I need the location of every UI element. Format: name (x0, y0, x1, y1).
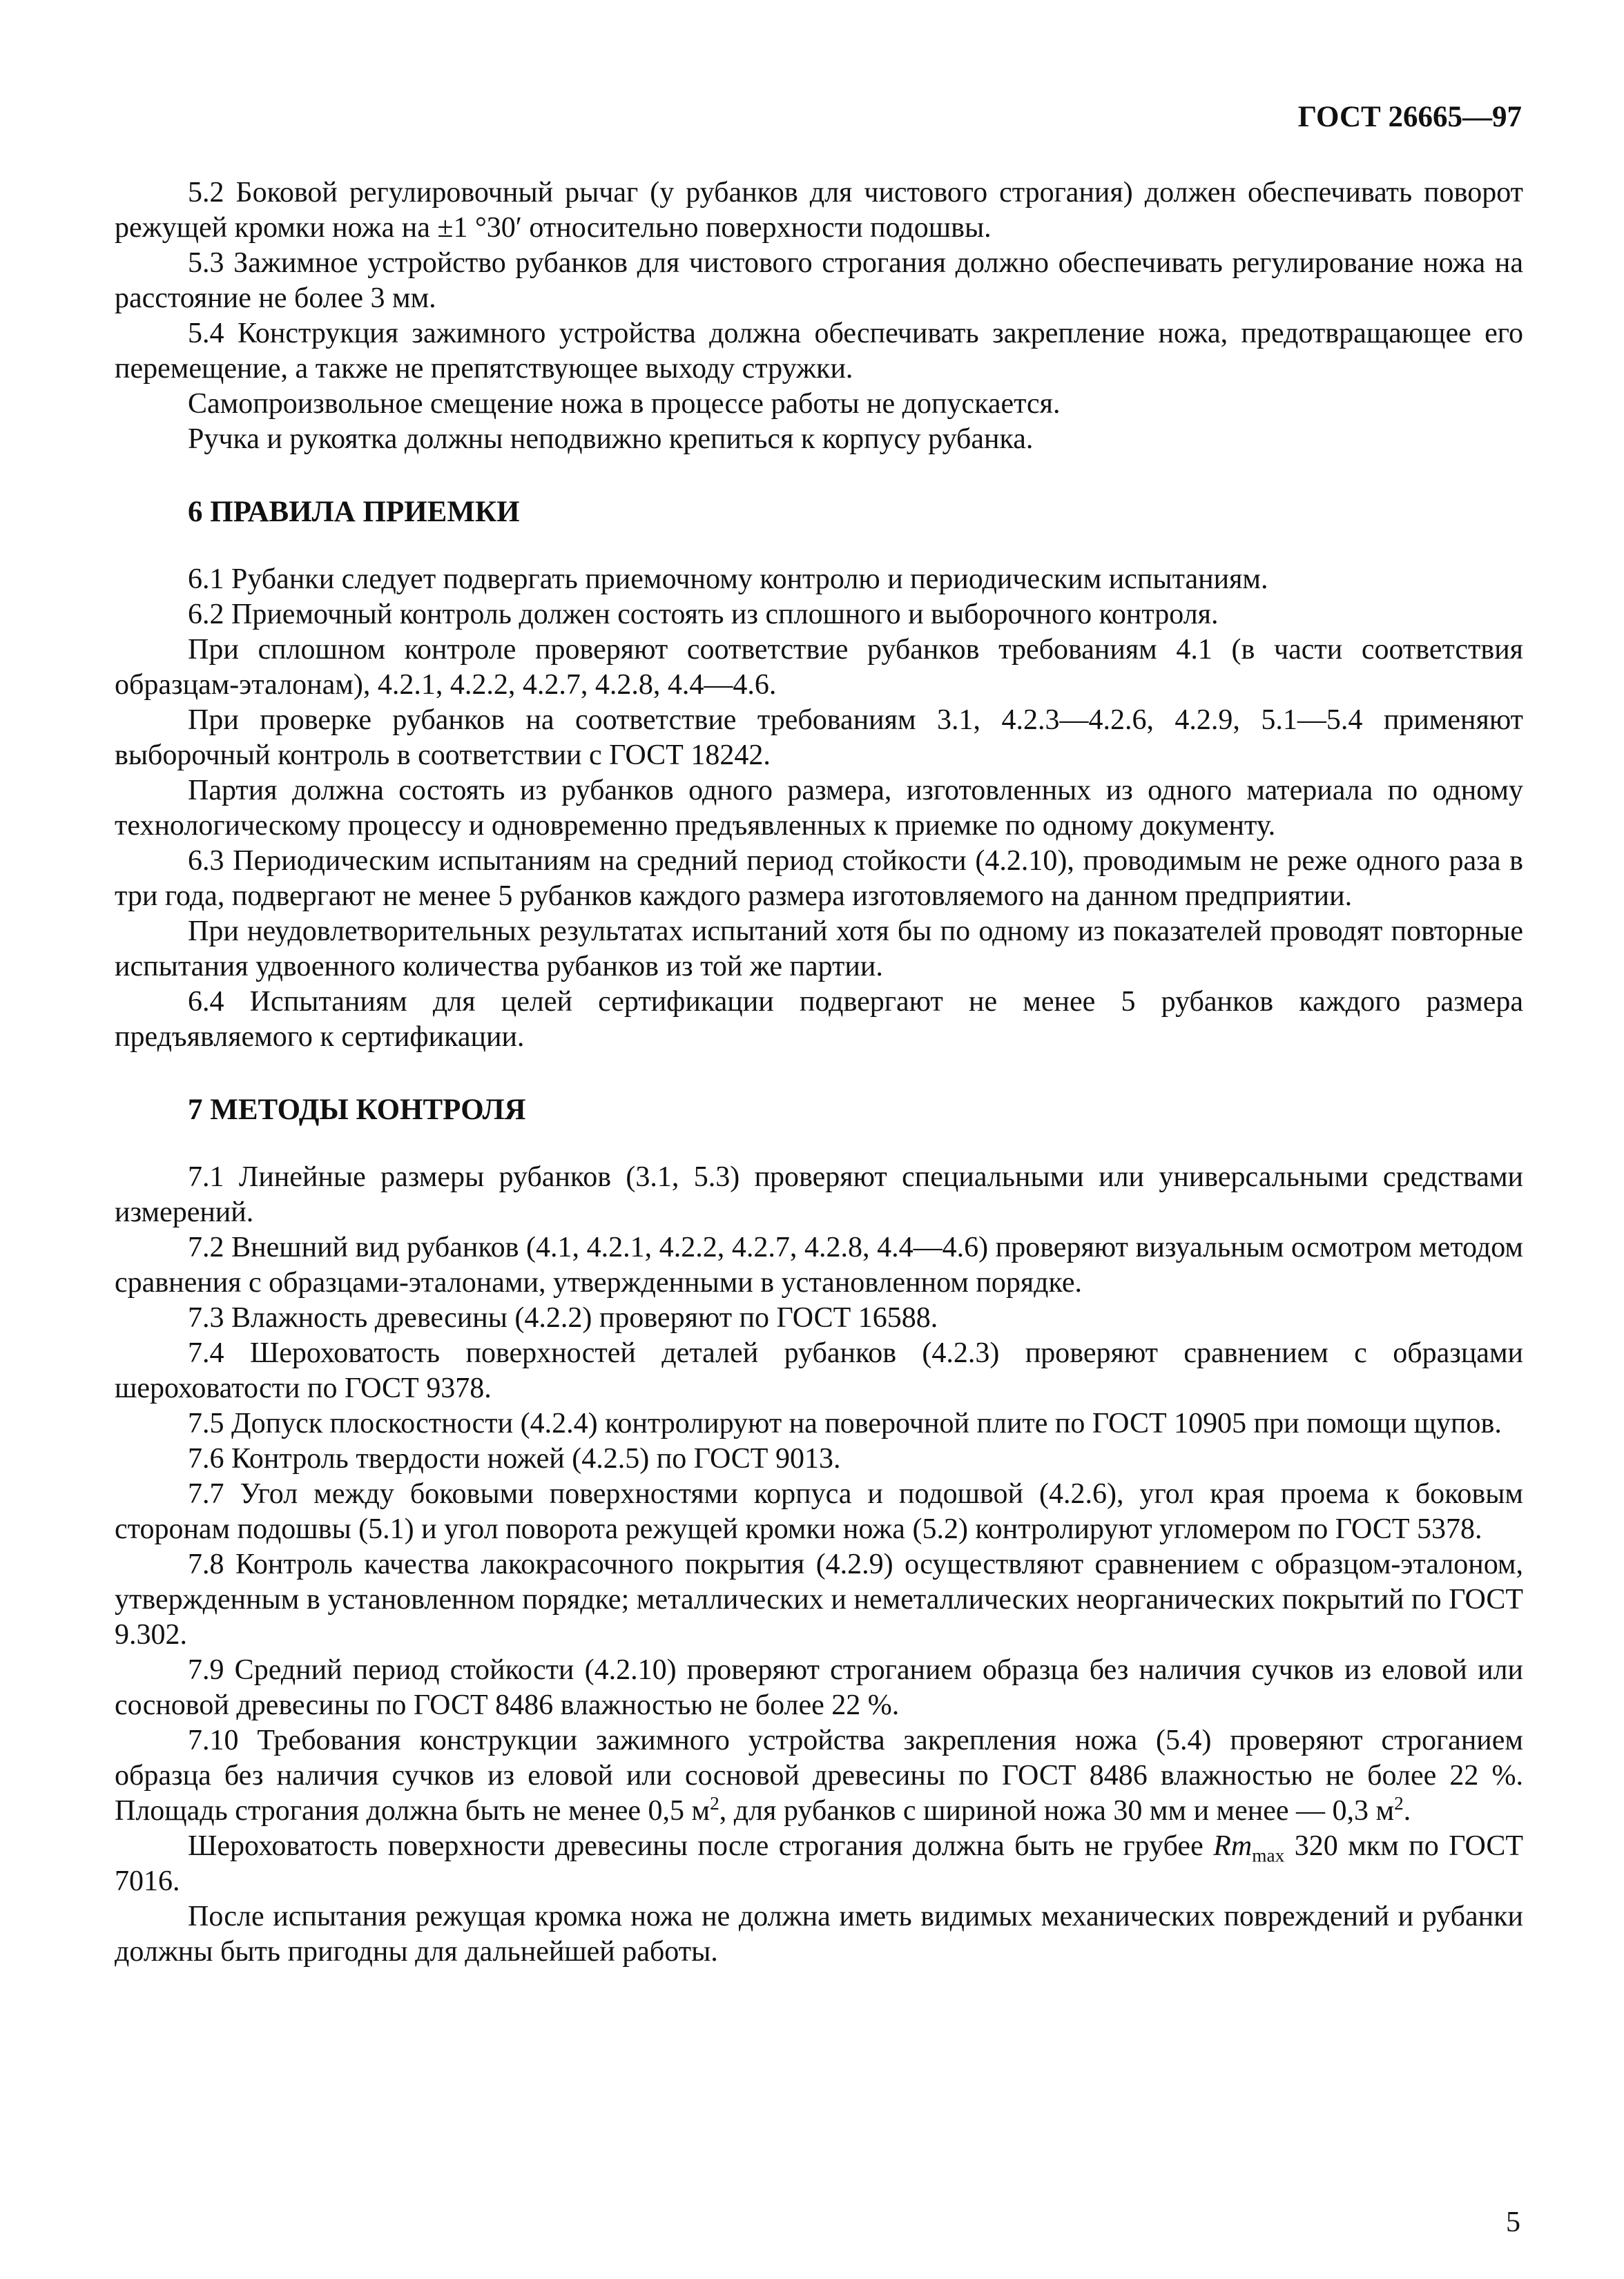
paragraph-6-2-batch: Партия должна состоять из рубанков одного размера, изготовленных из одного материала по одному технологическому процессу и одновременно предъявленных к приемке по одному документу. (115, 775, 1523, 842)
section-heading-6: 6 ПРАВИЛА ПРИЕМКИ (188, 496, 520, 528)
paragraph-7-10-part-b: , для рубанков с шириной ножа 30 мм и менее — 0,3 м (719, 1795, 1395, 1827)
paragraph-7-10-roughness (115, 1829, 1523, 1899)
roughness-text-b: 320 мкм по ГОСТ 7016. (115, 1830, 1523, 1897)
superscript-2: 2 (710, 1793, 719, 1814)
paragraph-7-3: 7.3 Влажность древесины (4.2.2) проверяют по ГОСТ 16588. (188, 1302, 938, 1334)
section-heading-7: 7 МЕТОДЫ КОНТРОЛЯ (188, 1094, 526, 1126)
paragraph-7-6: 7.6 Контроль твердости ножей (4.2.5) по ГОСТ 9013. (188, 1443, 841, 1475)
paragraph-6-3: 6.3 Периодическим испытаниям на средний период стойкости (4.2.10), проводимым не реже одного раза в три года, подвергают не менее 5 рубанков каждого размера изготовляемого на данном предприятии. (115, 845, 1523, 912)
max-subscript: max (1252, 1845, 1285, 1866)
paragraph-7-5: 7.5 Допуск плоскостности (4.2.4) контролируют на поверочной плите по ГОСТ 10905 при помощи щупов. (188, 1408, 1502, 1439)
standard-number: ГОСТ 26665—97 (1297, 101, 1522, 133)
paragraph-7-2: 7.2 Внешний вид рубанков (4.1, 4.2.1, 4.2.2, 4.2.7, 4.2.8, 4.4—4.6) проверяют визуальным осмотром методом сравнения с образцами-эталонами, утвержденными в установленном порядке. (115, 1232, 1523, 1299)
superscript-2: 2 (1394, 1793, 1404, 1814)
paragraph-5-4-handle: Ручка и рукоятка должны неподвижно крепиться к корпусу рубанка. (188, 423, 1034, 455)
paragraph-7-7: 7.7 Угол между боковыми поверхностями корпуса и подошвой (4.2.6), угол края проема к боковым сторонам подошвы (5.1) и угол поворота режущей кромки ножа (5.2) контролируют угломером по ГОСТ 5378. (115, 1478, 1523, 1545)
document-header (1105, 97, 1522, 138)
roughness-text-a: Шероховатость поверхности древесины после строгания должна быть не грубее (188, 1830, 1214, 1862)
paragraph-7-10 (115, 1723, 1523, 1829)
paragraph-6-4: 6.4 Испытаниям для целей сертификации подвергают не менее 5 рубанков каждого размера предъявляемого к сертификации. (115, 986, 1523, 1053)
paragraph-6-2: 6.2 Приемочный контроль должен состоять из сплошного и выборочного контроля. (188, 599, 1219, 630)
paragraph-6-2-continuous: При сплошном контроле проверяют соответствие рубанков требованиям 4.1 (в части соответствия образцам-эталонам), 4.2.1, 4.2.2, 4.2.7, 4.2.8, 4.4—4.6. (115, 634, 1523, 701)
paragraph-6-1: 6.1 Рубанки следует подвергать приемочному контролю и периодическим испытаниям. (188, 563, 1268, 595)
paragraph-6-2-sampling: При проверке рубанков на соответствие требованиям 3.1, 4.2.3—4.2.6, 4.2.9, 5.1—5.4 применяют выборочный контроль в соответствии с ГОСТ 18242. (115, 704, 1523, 771)
document-body (115, 175, 1523, 1970)
paragraph-7-10-part-a: 7.10 Требования конструкции зажимного устройства закрепления ножа (5.4) проверяют строганием образца без наличия сучков из еловой или сосновой древесины по ГОСТ 8486 влажностью не более 22 %. Площадь строгания должна быть не менее 0,5 м (115, 1725, 1523, 1827)
paragraph-7-8: 7.8 Контроль качества лакокрасочного покрытия (4.2.9) осуществляют сравнением с образцом-эталоном, утвержденным в установленном порядке; металлических и неметаллических неорганических покрытий по ГОСТ 9.302. (115, 1549, 1523, 1651)
page-number: 5 (1506, 2207, 1520, 2238)
paragraph-5-2: 5.2 Боковой регулировочный рычаг (у рубанков для чистового строгания) должен обеспечивать поворот режущей кромки ножа на ±1 °30′ относительно поверхности подошвы. (115, 177, 1523, 244)
paragraph-7-10-after-test: После испытания режущая кромка ножа не должна иметь видимых механических повреждений и рубанки должны быть пригодны для дальнейшей работы. (115, 1901, 1523, 1968)
paragraph-5-4-self-displacement: Самопроизвольное смещение ножа в процессе работы не допускается. (188, 388, 1061, 420)
paragraph-7-10-part-c: . (1403, 1795, 1411, 1827)
paragraph-7-4: 7.4 Шероховатость поверхностей деталей рубанков (4.2.3) проверяют сравнением с образцами шероховатости по ГОСТ 9378. (115, 1337, 1523, 1404)
paragraph-6-3-retest: При неудовлетворительных результатах испытаний хотя бы по одному из показателей проводят повторные испытания удвоенного количества рубанков из той же партии. (115, 915, 1523, 982)
paragraph-5-4: 5.4 Конструкция зажимного устройства должна обеспечивать закрепление ножа, предотвращающее его перемещение, а также не препятствующее выходу стружки. (115, 318, 1523, 385)
rm-symbol: Rm (1213, 1830, 1253, 1862)
paragraph-5-3: 5.3 Зажимное устройство рубанков для чистового строгания должно обеспечивать регулирование ножа на расстояние не более 3 мм. (115, 247, 1523, 314)
paragraph-7-1: 7.1 Линейные размеры рубанков (3.1, 5.3) проверяют специальными или универсальными средствами измерений. (115, 1161, 1523, 1228)
paragraph-7-9: 7.9 Средний период стойкости (4.2.10) проверяют строганием образца без наличия сучков из еловой или сосновой древесины по ГОСТ 8486 влажностью не более 22 %. (115, 1654, 1523, 1721)
